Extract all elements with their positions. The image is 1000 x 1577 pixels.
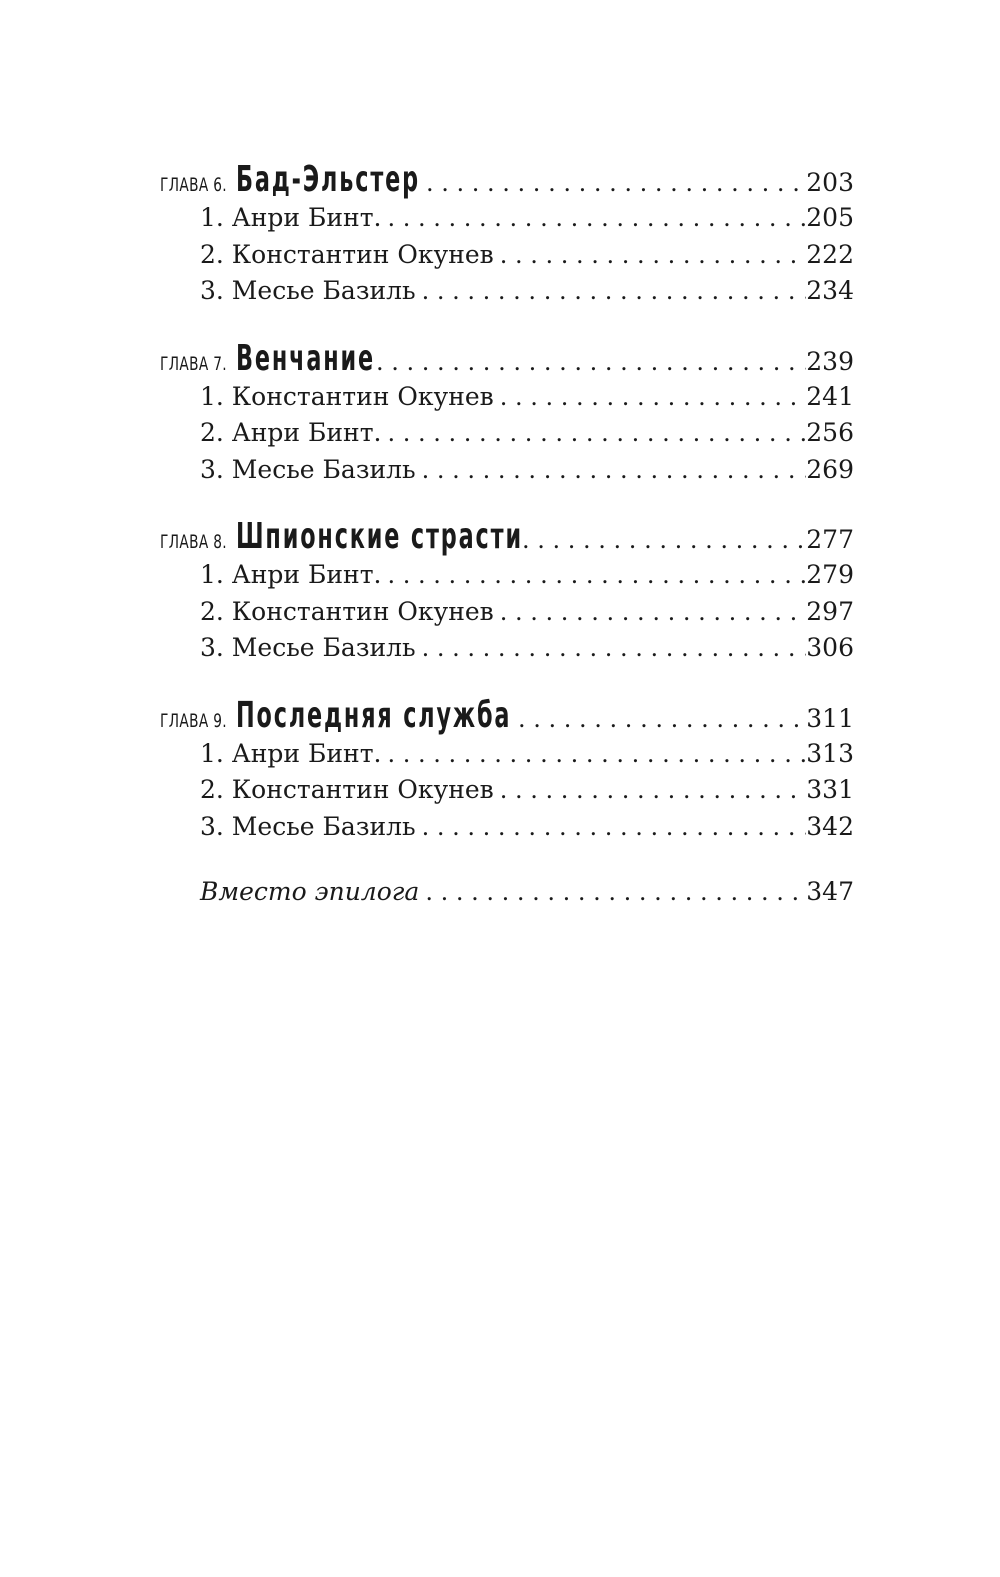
chapter-heading-row[interactable] [160, 517, 854, 557]
chapter-9 [160, 696, 854, 846]
page-number: 277 [806, 525, 854, 554]
section-row[interactable] [160, 452, 854, 489]
chapter-7 [160, 339, 854, 489]
chapter-title: Последняя служба [236, 695, 512, 736]
section-title: 2. Анри Бинт. [200, 418, 382, 447]
chapter-title: Венчание [236, 338, 376, 379]
section-title: 2. Константин Окунев [200, 775, 494, 804]
section-title: 2. Константин Окунев [200, 239, 494, 269]
page-number: 342 [806, 811, 854, 841]
section-row[interactable] [160, 415, 854, 452]
section-row[interactable] [160, 237, 854, 274]
page-number: 269 [806, 454, 854, 484]
chapter-number: ГЛАВА 9. [160, 709, 228, 732]
page-number: 205 [806, 203, 854, 232]
chapter-8 [160, 517, 854, 667]
page-number: 256 [806, 418, 854, 447]
chapter-number: ГЛАВА 8. [160, 531, 228, 553]
section-row[interactable] [160, 772, 854, 809]
dot-leader [494, 237, 807, 274]
section-row[interactable] [160, 273, 854, 310]
dot-leader [512, 699, 806, 736]
page-number: 239 [806, 346, 854, 376]
dot-leader [419, 874, 806, 911]
section-title: 3. Месье Базиль [200, 454, 416, 484]
section-row[interactable] [160, 200, 854, 237]
chapter-heading-row[interactable] [160, 339, 854, 379]
dot-leader [516, 520, 806, 557]
page-number: 234 [806, 276, 854, 305]
page-number: 306 [806, 633, 854, 662]
section-title: 1. Анри Бинт. [200, 203, 382, 232]
section-row[interactable] [160, 809, 854, 846]
page-number: 347 [806, 877, 854, 906]
dot-leader [420, 163, 806, 200]
dot-leader [370, 342, 806, 379]
section-row[interactable] [160, 594, 854, 631]
dot-leader [494, 772, 807, 809]
section-row[interactable] [160, 736, 854, 773]
chapter-6 [160, 160, 854, 310]
section-title: 3. Месье Базиль [200, 276, 416, 305]
dot-leader [381, 415, 806, 452]
section-title: 2. Константин Окунев [200, 596, 494, 626]
chapter-heading [160, 338, 376, 379]
epilogue-row[interactable] [160, 874, 854, 911]
section-title: 1. Анри Бинт. [200, 560, 382, 589]
dot-leader [381, 200, 806, 237]
dot-leader [381, 557, 806, 594]
chapter-heading-row[interactable] [160, 160, 854, 200]
table-of-contents [160, 160, 854, 911]
section-row[interactable] [160, 630, 854, 667]
page-number: 222 [806, 239, 854, 269]
page-number: 297 [806, 596, 854, 626]
dot-leader [381, 736, 806, 773]
page-number: 311 [806, 703, 854, 733]
chapter-number: ГЛАВА 6. [160, 174, 228, 196]
epilogue-title: Вместо эпилога [200, 877, 420, 906]
section-row[interactable] [160, 379, 854, 416]
chapter-heading [160, 517, 523, 557]
dot-leader [416, 630, 807, 667]
chapter-heading-row[interactable] [160, 696, 854, 736]
section-row[interactable] [160, 557, 854, 594]
page-number: 313 [806, 738, 854, 768]
dot-leader [494, 594, 807, 631]
chapter-number: ГЛАВА 7. [160, 352, 228, 375]
dot-leader [416, 273, 807, 310]
chapter-heading [160, 160, 420, 200]
section-title: 1. Анри Бинт. [200, 738, 382, 768]
chapter-title: Бад-Эльстер [236, 160, 420, 200]
dot-leader [416, 452, 807, 489]
dot-leader [494, 379, 807, 416]
section-title: 1. Константин Окунев [200, 381, 494, 411]
dot-leader [416, 809, 807, 846]
chapter-heading [160, 696, 512, 736]
page-number: 203 [806, 168, 854, 197]
section-title: 3. Месье Базиль [200, 811, 416, 841]
page-number: 331 [806, 775, 854, 804]
section-title: 3. Месье Базиль [200, 633, 416, 662]
page-number: 279 [806, 560, 854, 589]
page-number: 241 [806, 381, 854, 411]
chapter-title: Шпионские страсти [236, 517, 523, 557]
